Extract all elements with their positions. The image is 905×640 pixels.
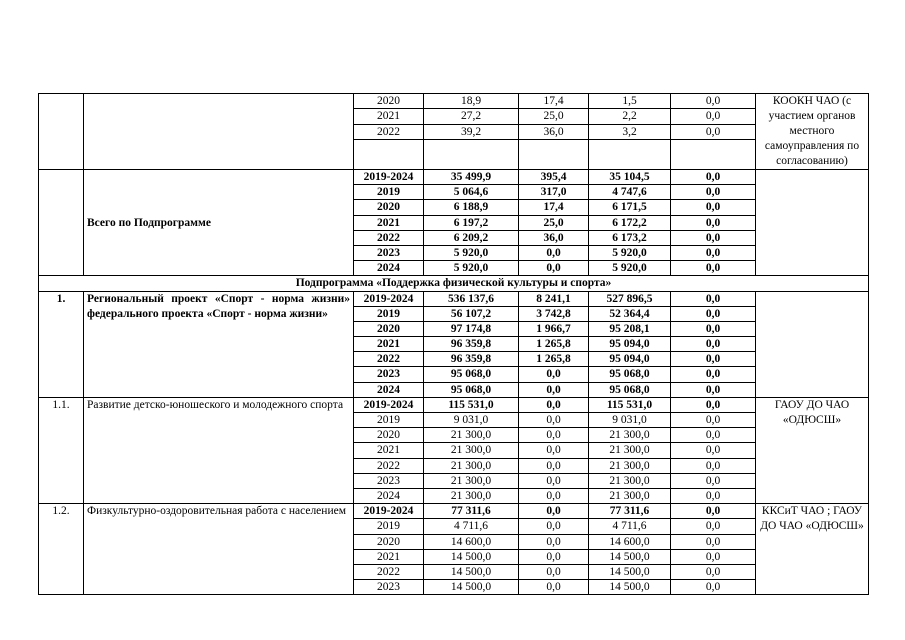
- federal-budget-cell: 0,0: [519, 458, 589, 473]
- federal-budget-cell: 0,0: [519, 534, 589, 549]
- regional-budget-cell: 14 500,0: [589, 549, 671, 564]
- regional-budget-cell: 95 094,0: [589, 352, 671, 367]
- other-sources-cell: 0,0: [671, 549, 756, 564]
- table-row: [39, 397, 869, 412]
- empty-cell: [354, 139, 424, 169]
- other-sources-cell: 0,0: [671, 580, 756, 595]
- total-cell: 97 174,8: [424, 321, 519, 336]
- other-sources-cell: 0,0: [671, 504, 756, 519]
- other-sources-cell: 0,0: [671, 170, 756, 185]
- year-cell: 2023: [354, 367, 424, 382]
- federal-budget-cell: 0,0: [519, 488, 589, 503]
- total-label-cell: Всего по Подпрограмме: [84, 170, 354, 276]
- regional-budget-cell: 95 068,0: [589, 382, 671, 397]
- federal-budget-cell: 17,4: [519, 200, 589, 215]
- other-sources-cell: 0,0: [671, 367, 756, 382]
- other-sources-cell: 0,0: [671, 185, 756, 200]
- regional-budget-cell: 21 300,0: [589, 443, 671, 458]
- total-cell: 77 311,6: [424, 504, 519, 519]
- federal-budget-cell: 1 265,8: [519, 352, 589, 367]
- federal-budget-cell: 0,0: [519, 549, 589, 564]
- total-cell: 21 300,0: [424, 458, 519, 473]
- item-name-cell: Физкультурно-оздоровительная работа с населением: [84, 504, 354, 595]
- other-sources-cell: 0,0: [671, 564, 756, 579]
- regional-budget-cell: 14 600,0: [589, 534, 671, 549]
- other-sources-cell: 0,0: [671, 109, 756, 124]
- regional-budget-cell: 95 094,0: [589, 337, 671, 352]
- federal-budget-cell: 17,4: [519, 94, 589, 109]
- other-sources-cell: 0,0: [671, 488, 756, 503]
- year-cell: 2022: [354, 564, 424, 579]
- table-row: [39, 504, 869, 519]
- year-cell: 2023: [354, 473, 424, 488]
- total-cell: 21 300,0: [424, 473, 519, 488]
- total-cell: 95 068,0: [424, 382, 519, 397]
- total-cell: 6 188,9: [424, 200, 519, 215]
- regional-budget-cell: 4 747,6: [589, 185, 671, 200]
- federal-budget-cell: 0,0: [519, 261, 589, 276]
- total-cell: 6 197,2: [424, 215, 519, 230]
- total-cell: 5 920,0: [424, 261, 519, 276]
- responsible-cell: [756, 291, 869, 397]
- year-cell: 2019-2024: [354, 397, 424, 412]
- year-cell: 2019-2024: [354, 291, 424, 306]
- other-sources-cell: 0,0: [671, 413, 756, 428]
- regional-budget-cell: 115 531,0: [589, 397, 671, 412]
- federal-budget-cell: 0,0: [519, 245, 589, 260]
- year-cell: 2024: [354, 488, 424, 503]
- regional-budget-cell: 6 171,5: [589, 200, 671, 215]
- regional-budget-cell: 95 208,1: [589, 321, 671, 336]
- regional-budget-cell: 527 896,5: [589, 291, 671, 306]
- other-sources-cell: 0,0: [671, 245, 756, 260]
- year-cell: 2020: [354, 428, 424, 443]
- total-cell: 14 500,0: [424, 564, 519, 579]
- regional-budget-cell: 21 300,0: [589, 473, 671, 488]
- other-sources-cell: 0,0: [671, 94, 756, 109]
- year-cell: 2021: [354, 109, 424, 124]
- federal-budget-cell: 0,0: [519, 367, 589, 382]
- total-cell: 95 068,0: [424, 367, 519, 382]
- other-sources-cell: 0,0: [671, 337, 756, 352]
- regional-budget-cell: 35 104,5: [589, 170, 671, 185]
- other-sources-cell: 0,0: [671, 382, 756, 397]
- year-cell: 2021: [354, 549, 424, 564]
- regional-budget-cell: 4 711,6: [589, 519, 671, 534]
- other-sources-cell: 0,0: [671, 473, 756, 488]
- year-cell: 2020: [354, 321, 424, 336]
- item-number-cell: 1.2.: [39, 504, 84, 595]
- year-cell: 2019: [354, 185, 424, 200]
- total-cell: 18,9: [424, 94, 519, 109]
- other-sources-cell: 0,0: [671, 306, 756, 321]
- empty-cell: [519, 139, 589, 169]
- federal-budget-cell: 0,0: [519, 397, 589, 412]
- responsible-cell: ККСиТ ЧАО ; ГАОУ ДО ЧАО «ОДЮСШ»: [756, 504, 869, 595]
- year-cell: 2021: [354, 215, 424, 230]
- other-sources-cell: 0,0: [671, 291, 756, 306]
- regional-budget-cell: 14 500,0: [589, 580, 671, 595]
- total-cell: 39,2: [424, 124, 519, 139]
- year-cell: 2020: [354, 94, 424, 109]
- responsible-cell: КООКН ЧАО (с участием органов местного самоуправления по согласованию): [756, 94, 869, 170]
- year-cell: 2022: [354, 352, 424, 367]
- regional-budget-cell: 5 920,0: [589, 261, 671, 276]
- total-cell: 9 031,0: [424, 413, 519, 428]
- other-sources-cell: 0,0: [671, 321, 756, 336]
- item-number-cell: 1.: [39, 291, 84, 397]
- federal-budget-cell: 0,0: [519, 519, 589, 534]
- year-cell: 2023: [354, 245, 424, 260]
- federal-budget-cell: 0,0: [519, 428, 589, 443]
- total-cell: 96 359,8: [424, 352, 519, 367]
- federal-budget-cell: 0,0: [519, 504, 589, 519]
- year-cell: 2021: [354, 443, 424, 458]
- item-number-cell: 1.1.: [39, 397, 84, 503]
- other-sources-cell: 0,0: [671, 200, 756, 215]
- regional-budget-cell: 5 920,0: [589, 245, 671, 260]
- federal-budget-cell: 0,0: [519, 580, 589, 595]
- other-sources-cell: 0,0: [671, 534, 756, 549]
- other-sources-cell: 0,0: [671, 352, 756, 367]
- year-cell: 2024: [354, 261, 424, 276]
- other-sources-cell: 0,0: [671, 458, 756, 473]
- total-cell: 56 107,2: [424, 306, 519, 321]
- federal-budget-cell: 36,0: [519, 230, 589, 245]
- regional-budget-cell: 6 172,2: [589, 215, 671, 230]
- empty-cell: [671, 139, 756, 169]
- table-row: [39, 291, 869, 306]
- responsible-cell: ГАОУ ДО ЧАО «ОДЮСШ»: [756, 397, 869, 503]
- other-sources-cell: 0,0: [671, 230, 756, 245]
- federal-budget-cell: 317,0: [519, 185, 589, 200]
- regional-budget-cell: 6 173,2: [589, 230, 671, 245]
- total-cell: 35 499,9: [424, 170, 519, 185]
- year-cell: 2022: [354, 230, 424, 245]
- federal-budget-cell: 0,0: [519, 382, 589, 397]
- federal-budget-cell: 1 265,8: [519, 337, 589, 352]
- other-sources-cell: 0,0: [671, 124, 756, 139]
- total-cell: 96 359,8: [424, 337, 519, 352]
- table-row: [39, 94, 869, 109]
- year-cell: 2023: [354, 580, 424, 595]
- year-cell: 2022: [354, 124, 424, 139]
- other-sources-cell: 0,0: [671, 443, 756, 458]
- subprogram-title: Подпрограмма «Поддержка физической культуры и спорта»: [39, 276, 869, 291]
- other-sources-cell: 0,0: [671, 519, 756, 534]
- year-cell: 2020: [354, 200, 424, 215]
- total-cell: 14 500,0: [424, 549, 519, 564]
- budget-table-page: [38, 93, 868, 595]
- other-sources-cell: 0,0: [671, 215, 756, 230]
- total-cell: 5 064,6: [424, 185, 519, 200]
- year-cell: 2019: [354, 519, 424, 534]
- total-cell: 27,2: [424, 109, 519, 124]
- other-sources-cell: 0,0: [671, 428, 756, 443]
- responsible-cell: [756, 170, 869, 276]
- federal-budget-cell: 8 241,1: [519, 291, 589, 306]
- table-body: [39, 94, 869, 595]
- federal-budget-cell: 0,0: [519, 443, 589, 458]
- federal-budget-cell: 36,0: [519, 124, 589, 139]
- federal-budget-cell: 25,0: [519, 109, 589, 124]
- item-name-cell: Региональный проект «Спорт - норма жизни» федерального проекта «Спорт - норма жизни»: [84, 291, 354, 397]
- number-cell: [39, 94, 84, 170]
- total-cell: 14 500,0: [424, 580, 519, 595]
- total-cell: 536 137,6: [424, 291, 519, 306]
- year-cell: 2021: [354, 337, 424, 352]
- regional-budget-cell: 21 300,0: [589, 488, 671, 503]
- year-cell: 2019: [354, 413, 424, 428]
- regional-budget-cell: 9 031,0: [589, 413, 671, 428]
- total-cell: 21 300,0: [424, 443, 519, 458]
- regional-budget-cell: 21 300,0: [589, 458, 671, 473]
- regional-budget-cell: 1,5: [589, 94, 671, 109]
- year-cell: 2019-2024: [354, 504, 424, 519]
- year-cell: 2020: [354, 534, 424, 549]
- federal-budget-cell: 0,0: [519, 473, 589, 488]
- year-cell: 2024: [354, 382, 424, 397]
- federal-budget-cell: 1 966,7: [519, 321, 589, 336]
- regional-budget-cell: 95 068,0: [589, 367, 671, 382]
- year-cell: 2019: [354, 306, 424, 321]
- total-cell: 14 600,0: [424, 534, 519, 549]
- budget-table: [38, 93, 869, 595]
- federal-budget-cell: 3 742,8: [519, 306, 589, 321]
- item-name-cell: Развитие детско-юношеского и молодежного спорта: [84, 397, 354, 503]
- year-cell: 2022: [354, 458, 424, 473]
- total-cell: 115 531,0: [424, 397, 519, 412]
- total-cell: 6 209,2: [424, 230, 519, 245]
- total-cell: 4 711,6: [424, 519, 519, 534]
- year-cell: 2019-2024: [354, 170, 424, 185]
- total-cell: 5 920,0: [424, 245, 519, 260]
- number-cell: [39, 170, 84, 276]
- empty-cell: [589, 139, 671, 169]
- other-sources-cell: 0,0: [671, 261, 756, 276]
- regional-budget-cell: 77 311,6: [589, 504, 671, 519]
- empty-cell: [424, 139, 519, 169]
- regional-budget-cell: 14 500,0: [589, 564, 671, 579]
- federal-budget-cell: 0,0: [519, 413, 589, 428]
- total-cell: 21 300,0: [424, 428, 519, 443]
- federal-budget-cell: 395,4: [519, 170, 589, 185]
- regional-budget-cell: 21 300,0: [589, 428, 671, 443]
- federal-budget-cell: 25,0: [519, 215, 589, 230]
- subprogram-row: [39, 276, 869, 291]
- regional-budget-cell: 2,2: [589, 109, 671, 124]
- regional-budget-cell: 3,2: [589, 124, 671, 139]
- table-row: [39, 170, 869, 185]
- other-sources-cell: 0,0: [671, 397, 756, 412]
- regional-budget-cell: 52 364,4: [589, 306, 671, 321]
- federal-budget-cell: 0,0: [519, 564, 589, 579]
- total-cell: 21 300,0: [424, 488, 519, 503]
- name-cell: [84, 94, 354, 170]
